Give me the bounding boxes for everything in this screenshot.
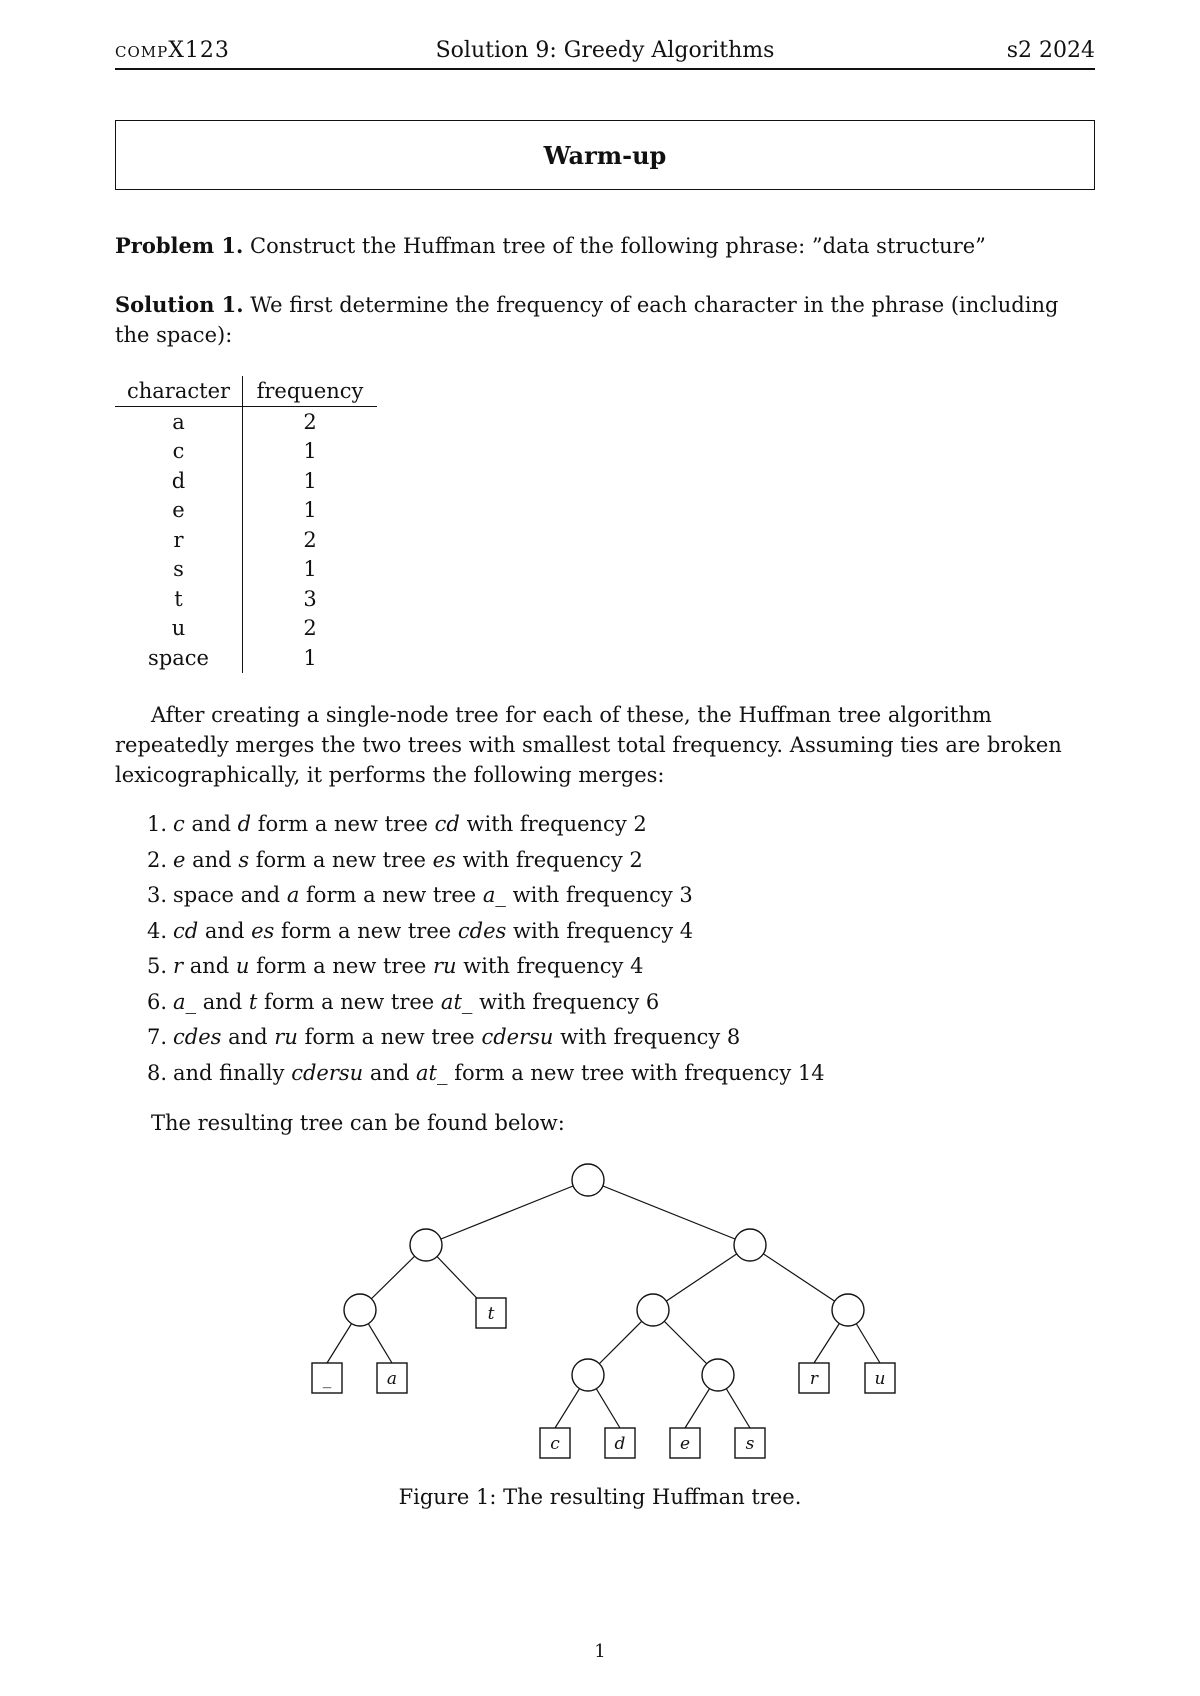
tree-edge: [588, 1180, 750, 1245]
table-cell: d: [115, 466, 243, 496]
solution-text: We first determine the frequency of each character in the phrase (including the space):: [115, 293, 1059, 347]
list-item: 5. r and u form a new tree ru with frequency 4: [146, 954, 644, 978]
document-title: Solution 9: Greedy Algorithms: [435, 38, 775, 63]
section-title: Warm-up: [543, 140, 667, 170]
algorithm-paragraph: After creating a single-node tree for each of these, the Huffman tree algorithm repeatedly merges the two trees with smallest total frequency. Assuming ties are broken lexicographically, it performs the following merges:: [115, 703, 1062, 787]
table-cell: t: [115, 584, 243, 614]
course-code: compX123: [115, 38, 230, 63]
tree-node-a_: [344, 1294, 376, 1326]
list-item: 6. a_ and t form a new tree at_ with frequency 6: [146, 989, 660, 1014]
tree-edge: [750, 1245, 848, 1310]
problem-text: Construct the Huffman tree of the following phrase: ”data structure”: [250, 234, 986, 258]
table-cell: space: [115, 643, 243, 673]
tree-leaf-label-r: r: [809, 1369, 819, 1389]
tree-node-at_: [410, 1229, 442, 1261]
table-header-frequency: frequency: [243, 376, 378, 407]
table-cell: 1: [303, 645, 317, 670]
tree-node-cd: [572, 1359, 604, 1391]
tree-leaf-label-d: d: [614, 1434, 626, 1454]
solution-label: Solution 1.: [115, 292, 244, 317]
tree-leaf-label-space: _: [322, 1369, 332, 1389]
table-cell: 2: [303, 616, 317, 641]
page-number: 1: [594, 1641, 606, 1662]
tree-edge: [426, 1180, 588, 1245]
tree-leaf-label-t: t: [487, 1304, 495, 1324]
tree-leaf-label-e: e: [679, 1434, 691, 1454]
figure-caption: Figure 1: The resulting Huffman tree.: [398, 1485, 802, 1509]
term-label: s2 2024: [1006, 38, 1095, 63]
table-cell: 1: [303, 557, 317, 582]
tree-edge: [653, 1245, 750, 1310]
problem-label: Problem 1.: [115, 233, 244, 258]
table-cell: r: [115, 525, 243, 555]
list-item: 1. c and d form a new tree cd with frequency 2: [146, 812, 647, 836]
list-item: 2. e and s form a new tree es with frequency 2: [146, 847, 643, 872]
table-cell: a: [115, 407, 243, 437]
tree-leaf-label-s: s: [745, 1434, 755, 1454]
table-cell: 3: [303, 586, 317, 611]
tree-node-ru: [832, 1294, 864, 1326]
tree-node-es: [702, 1359, 734, 1391]
tree-leaf-label-c: c: [550, 1434, 560, 1454]
table-cell: 1: [303, 498, 317, 523]
tree-node-cdersu: [734, 1229, 766, 1261]
table-header-character: character: [115, 376, 243, 407]
list-item: 8. and finally cdersu and at_ form a new tree with frequency 14: [146, 1060, 825, 1085]
table-cell: 1: [303, 439, 317, 464]
table-cell: 2: [303, 527, 317, 552]
resulting-text: The resulting tree can be found below:: [151, 1111, 565, 1135]
tree-leaf-label-a: a: [386, 1369, 398, 1389]
tree-leaf-label-u: u: [874, 1369, 886, 1389]
table-cell: 2: [303, 409, 317, 434]
table-cell: 1: [303, 468, 317, 493]
tree-node-root: [572, 1164, 604, 1196]
list-item: 7. cdes and ru form a new tree cdersu with frequency 8: [146, 1025, 741, 1049]
table-cell: s: [115, 555, 243, 585]
table-cell: u: [115, 614, 243, 644]
table-cell: e: [115, 496, 243, 526]
tree-node-cdes: [637, 1294, 669, 1326]
list-item: 4. cd and es form a new tree cdes with frequency 4: [146, 918, 694, 943]
table-cell: c: [115, 437, 243, 467]
list-item: 3. space and a form a new tree a_ with frequency 3: [146, 883, 693, 907]
